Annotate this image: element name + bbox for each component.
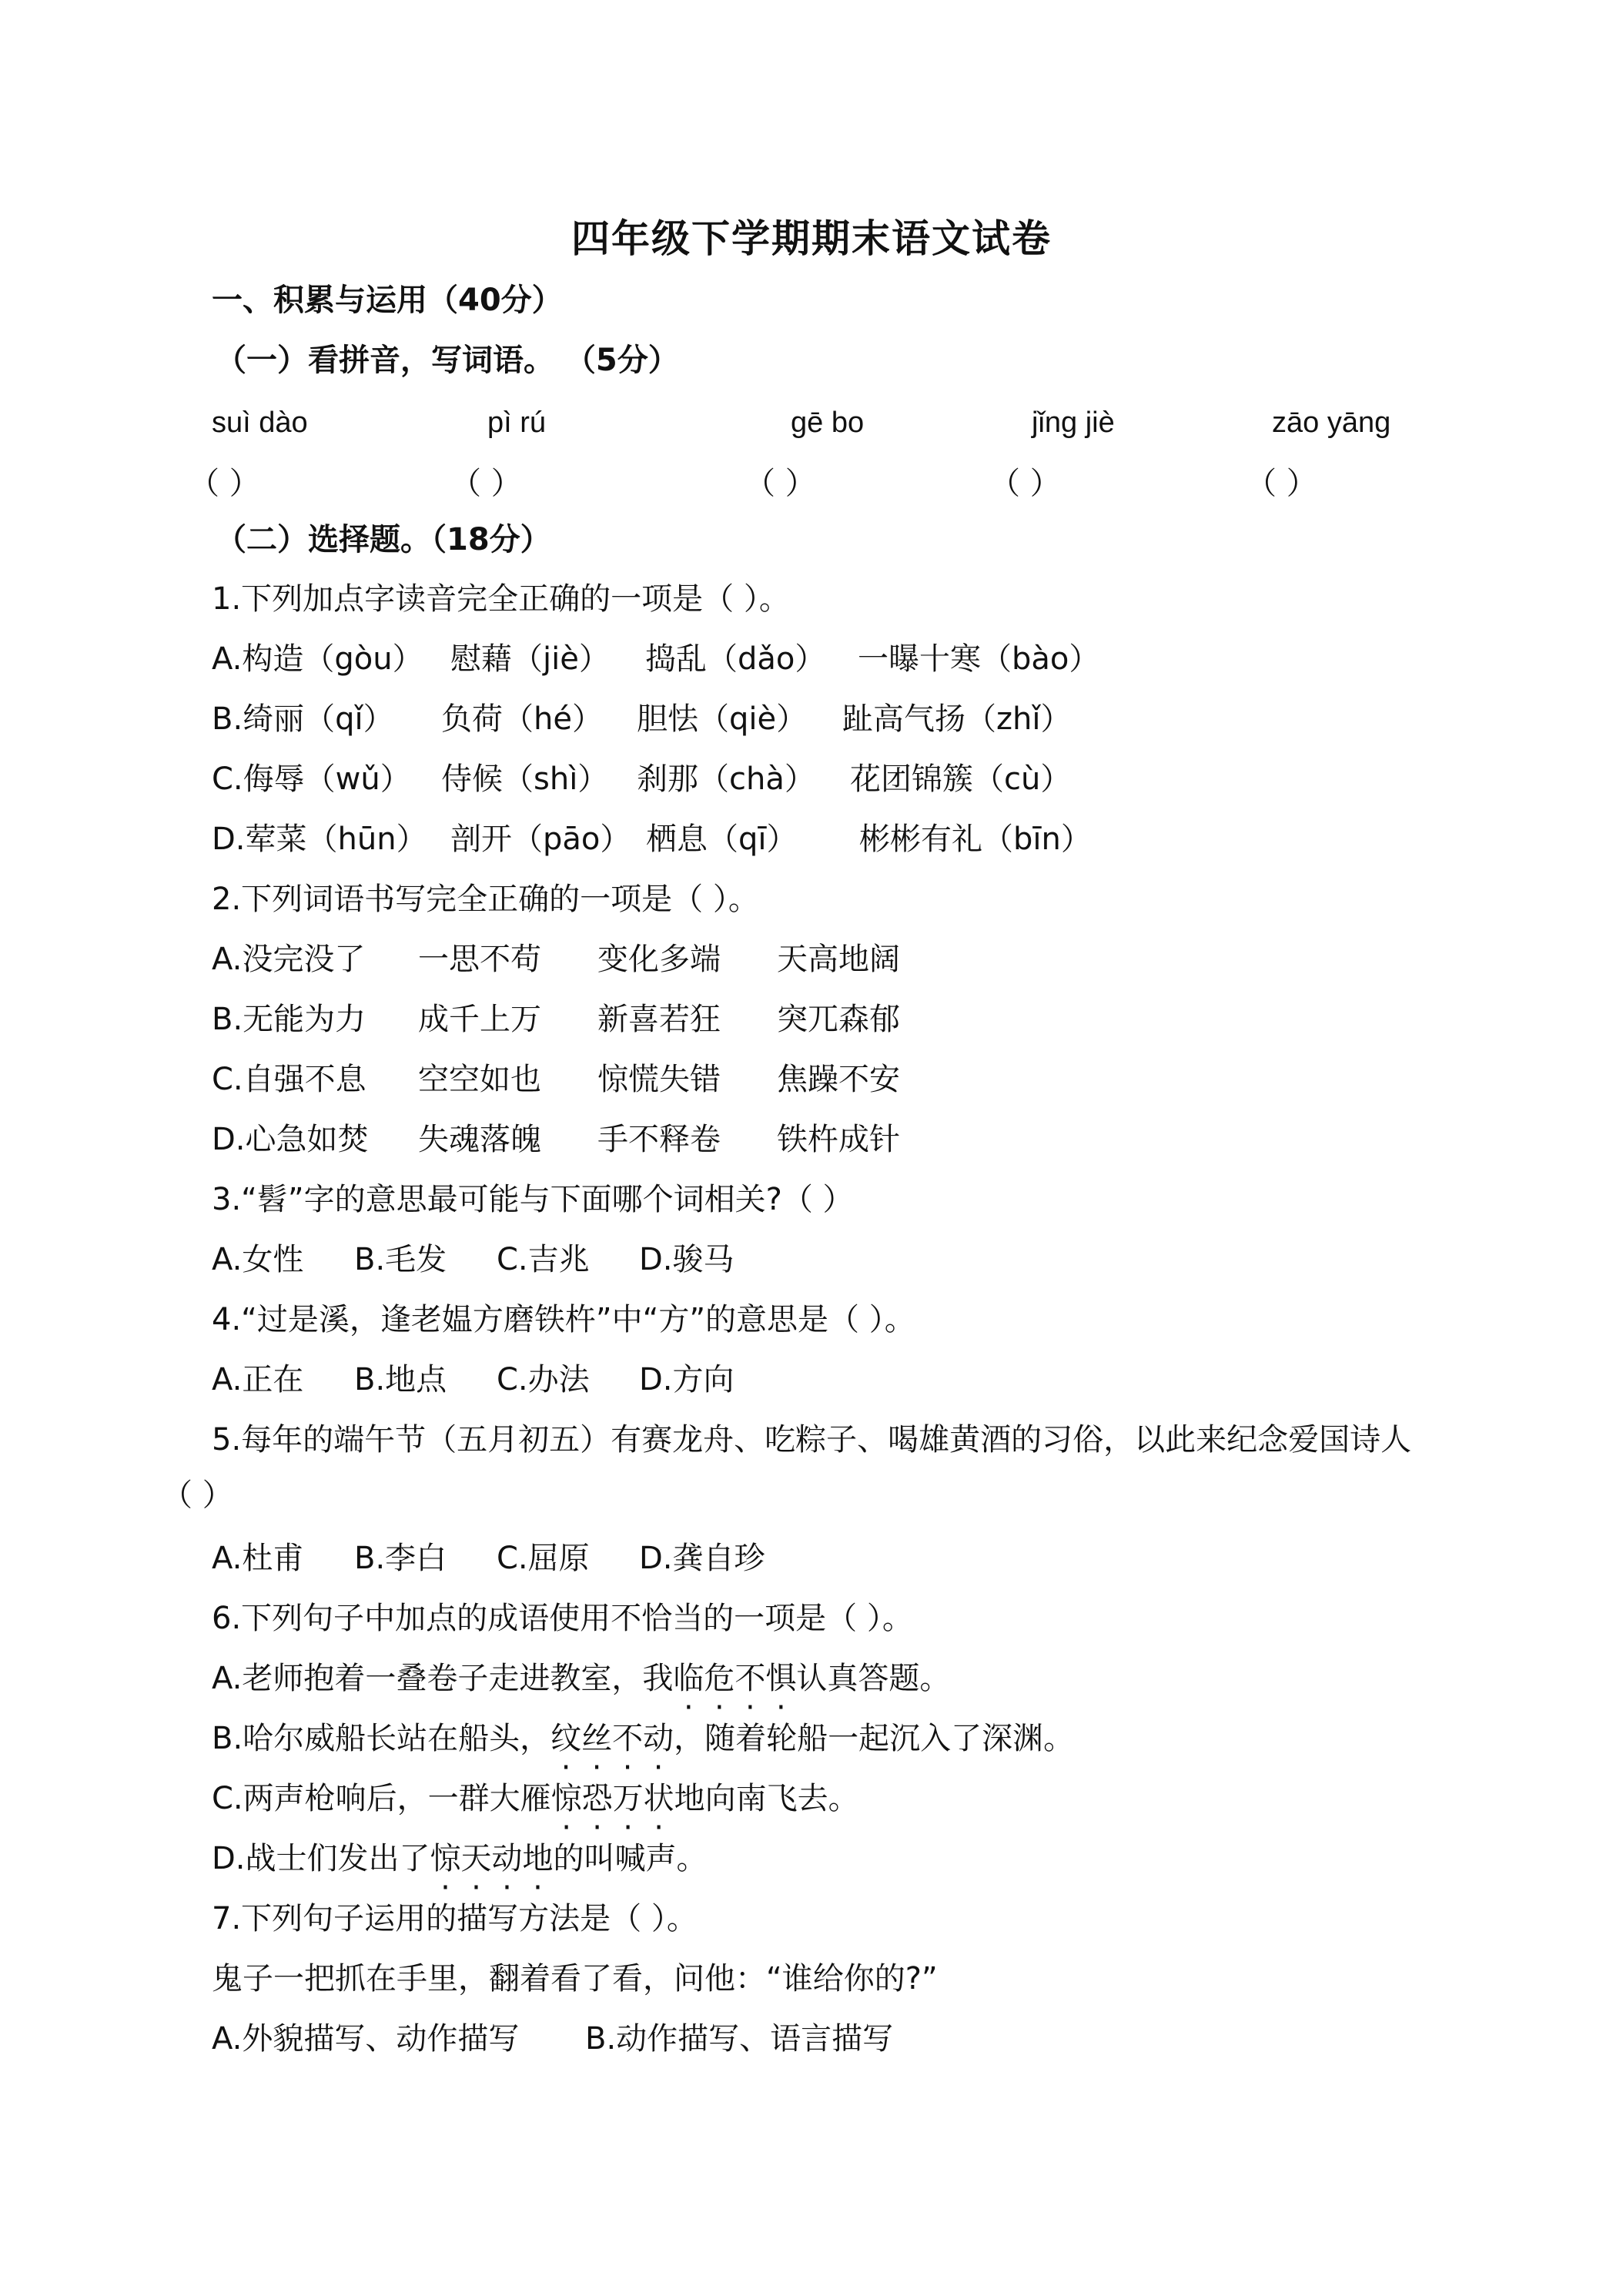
q1-option-d[interactable]: D.荤菜（hūn） 剖开（pāo） 栖息（qī） 彬彬有礼（bīn） xyxy=(212,822,1092,857)
q6-b-idiom xyxy=(550,1721,674,1756)
q2-stem: 2.下列词语书写完全正确的一项是（ ）。 xyxy=(212,882,759,917)
emphasis-dot-char: 临 xyxy=(673,1661,704,1696)
pinyin-4: jǐng jiè xyxy=(1032,407,1115,439)
q4-options xyxy=(212,1358,735,1401)
q5-option-b[interactable]: B.李白 xyxy=(354,1541,447,1576)
q2-option-c[interactable]: C.自强不息 空空如也 惊慌失错 焦躁不安 xyxy=(212,1062,900,1097)
q7-stem: 7.下列句子运用的描写方法是（ ）。 xyxy=(212,1901,698,1936)
q7-sentence: 鬼子一把抓在手里，翻着看了看，问他：“谁给你的?” xyxy=(212,1961,938,1996)
q4-option-d[interactable]: D.方向 xyxy=(639,1362,735,1397)
part2-heading: （二）选择题。（18分） xyxy=(216,522,551,557)
q3-option-d[interactable]: D.骏马 xyxy=(639,1242,735,1277)
q1-stem: 1.下列加点字读音完全正确的一项是（ ）。 xyxy=(212,581,790,617)
emphasis-dot-char: 动 xyxy=(491,1841,523,1876)
emphasis-dot-char: 惧 xyxy=(765,1661,797,1696)
emphasis-dot-char: 惊 xyxy=(430,1841,461,1876)
pinyin-5: zāo yāng xyxy=(1272,407,1391,439)
q4-option-c[interactable]: C.办法 xyxy=(497,1362,590,1397)
q6-option-a[interactable]: A.老师抱着一叠卷子走进教室，我临危不惧认真答题。 xyxy=(212,1657,950,1700)
q5-option-c[interactable]: C.屈原 xyxy=(497,1541,590,1576)
emphasis-dot-char: 丝 xyxy=(581,1721,613,1756)
answer-blank-5[interactable]: （ ） xyxy=(1246,466,1317,501)
q4-option-a[interactable]: A.正在 xyxy=(212,1362,304,1397)
q5-stem: 5.每年的端午节（五月初五）有赛龙舟、吃粽子、喝雄黄酒的习俗，以此来纪念爱国诗人 xyxy=(212,1422,1412,1458)
q5-options xyxy=(212,1537,765,1580)
q5-option-a[interactable]: A.杜甫 xyxy=(212,1541,304,1576)
emphasis-dot-char: 惊 xyxy=(550,1781,582,1816)
q3-option-a[interactable]: A.女性 xyxy=(212,1242,304,1277)
emphasis-dot-char: 动 xyxy=(643,1721,674,1756)
q2-option-b[interactable]: B.无能为力 成千上万 新喜若狂 突兀森郁 xyxy=(212,1002,900,1037)
q1-option-b[interactable]: B.绮丽（qǐ） 负荷（hé） 胆怯（qiè） 趾高气扬（zhǐ） xyxy=(212,701,1072,737)
q7-option-b[interactable]: B.动作描写、语言描写 xyxy=(585,2021,894,2057)
q6-option-c[interactable]: C.两声枪响后，一群大雁惊恐万状地向南飞去。 xyxy=(212,1777,859,1820)
q3-stem: 3.“髫”字的意思最可能与下面哪个词相关?（ ） xyxy=(212,1182,854,1217)
q7-options xyxy=(212,2017,893,2060)
q5-answer-blank[interactable]: （ ） xyxy=(162,1478,233,1513)
emphasis-dot-char: 危 xyxy=(704,1661,735,1696)
section1-heading: 一、积累与运用（40分） xyxy=(212,283,563,318)
emphasis-dot-char: 恐 xyxy=(581,1781,613,1816)
answer-blank-1[interactable]: （ ） xyxy=(189,466,260,501)
q1-option-a[interactable]: A.构造（gòu） 慰藉（jiè） 捣乱（dǎo） 一曝十寒（bào） xyxy=(212,641,1100,677)
q4-stem: 4.“过是溪，逢老媪方磨铁杵”中“方”的意思是（ ）。 xyxy=(212,1302,915,1337)
emphasis-dot-char: 不 xyxy=(735,1661,766,1696)
answer-blank-4[interactable]: （ ） xyxy=(989,466,1061,501)
q7-option-a[interactable]: A.外貌描写、动作描写 xyxy=(212,2021,520,2057)
emphasis-dot-char: 地 xyxy=(522,1841,554,1876)
q2-option-d[interactable]: D.心急如焚 失魂落魄 手不释卷 铁杵成针 xyxy=(212,1122,900,1157)
q6-option-b[interactable]: B.哈尔威船长站在船头，纹丝不动，随着轮船一起沉入了深渊。 xyxy=(212,1717,1074,1760)
pinyin-3: gē bo xyxy=(791,407,865,439)
part1-heading: （一）看拼音，写词语。 （5分） xyxy=(216,343,679,378)
q6-c-idiom xyxy=(551,1781,674,1816)
q3-option-c[interactable]: C.吉兆 xyxy=(497,1242,590,1277)
q6-option-d[interactable]: D.战士们发出了惊天动地的叫喊声。 xyxy=(212,1837,708,1880)
q6-stem: 6.下列句子中加点的成语使用不恰当的一项是（ ）。 xyxy=(212,1601,913,1636)
emphasis-dot-char: 纹 xyxy=(550,1721,582,1756)
answer-blank-2[interactable]: （ ） xyxy=(450,466,522,501)
emphasis-dot-char: 不 xyxy=(612,1721,644,1756)
q3-options xyxy=(212,1238,735,1281)
answer-blank-3[interactable]: （ ） xyxy=(745,466,816,501)
q4-option-b[interactable]: B.地点 xyxy=(354,1362,447,1397)
emphasis-dot-char: 状 xyxy=(643,1781,674,1816)
pinyin-1: suì dào xyxy=(212,407,308,439)
q1-option-c[interactable]: C.侮辱（wǔ） 侍候（shì） 刹那（chà） 花团锦簇（cù） xyxy=(212,761,1072,797)
q5-option-d[interactable]: D.龚自珍 xyxy=(639,1541,765,1576)
pinyin-2: pì rú xyxy=(487,407,547,439)
emphasis-dot-char: 天 xyxy=(460,1841,492,1876)
q2-option-a[interactable]: A.没完没了 一思不苟 变化多端 天高地阔 xyxy=(212,942,900,977)
q6-d-idiom xyxy=(430,1841,554,1876)
q3-option-b[interactable]: B.毛发 xyxy=(354,1242,447,1277)
emphasis-dot-char: 万 xyxy=(612,1781,644,1816)
exam-title: 四年级下学期期末语文试卷 xyxy=(571,216,1052,261)
q6-a-idiom xyxy=(673,1661,796,1696)
